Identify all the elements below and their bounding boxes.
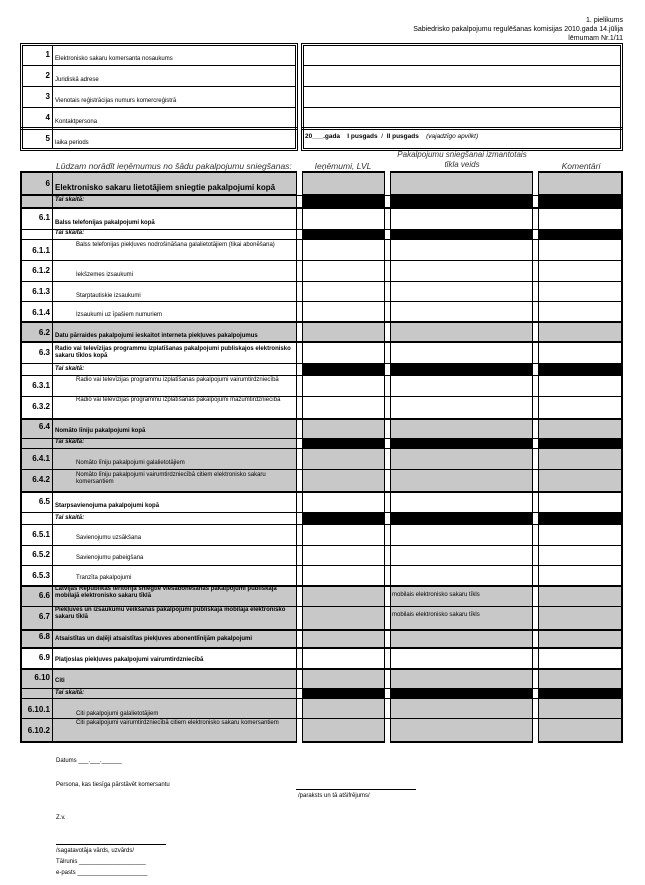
table-row-divider <box>22 718 621 719</box>
date-field[interactable]: Datums ___.___.______ <box>56 758 122 764</box>
comments-column-header: Komentāri <box>561 161 601 171</box>
commission-line: Sabiedrisko pakalpojumu regulēšanas komisijas 2010.gada 14.jūlija <box>413 26 623 33</box>
table-row-divider <box>22 565 621 566</box>
table-row-divider <box>22 341 621 343</box>
appendix-number: 1. pielikums <box>586 17 623 24</box>
table-row-divider <box>22 239 621 240</box>
network-type-6-7: mobilais elektronisko sakaru tīkls <box>392 612 480 618</box>
table-row-divider <box>22 668 621 670</box>
table-row-divider <box>22 207 621 209</box>
signature-line[interactable] <box>296 789 416 790</box>
period-half-2[interactable]: II pusgads <box>386 133 419 140</box>
table-row-divider <box>22 469 621 470</box>
period-selector[interactable]: 20___.gada I pusgads / II pusgads (vajadzīgo apvilkt) <box>305 133 479 140</box>
table-row-divider <box>22 647 621 649</box>
compiler-caption: /sagatavotāja vārds, uzvārds/ <box>56 848 135 854</box>
table-row-divider <box>22 491 621 493</box>
period-year[interactable]: 20___.gada <box>305 133 341 140</box>
document-header <box>413 16 623 43</box>
intro-heading: Lūdzam norādīt ieņēmumus no šādu pakalpojumu sniegšanas: <box>56 161 292 171</box>
network-column-header: Pakalpojumu sniegšanai izmantotais tīkla veids <box>397 150 527 169</box>
table-row-divider <box>22 375 621 376</box>
table-row-divider <box>22 629 621 631</box>
table-row-divider <box>22 363 621 364</box>
signature-caption: /paraksts un tā atšifrējums/ <box>298 793 370 799</box>
info-label-period: laika periods <box>55 140 89 146</box>
representative-label: Persona, kas tiesīga pārstāvēt komersantu <box>56 782 170 788</box>
table-row-divider <box>22 229 621 230</box>
table-row-divider <box>22 448 621 449</box>
table-row-divider <box>22 260 621 261</box>
email-field[interactable]: e-pasts _____________________ <box>56 870 148 876</box>
table-row-divider <box>22 688 621 689</box>
table-row-divider <box>22 545 621 546</box>
table-row-divider <box>22 301 621 302</box>
table-row-divider <box>22 438 621 439</box>
table-row-divider <box>22 418 621 420</box>
seal-label: Z.v. <box>56 815 66 821</box>
table-row-divider <box>22 195 621 196</box>
network-type-6-6: mobilais elektronisko sakaru tīkls <box>392 592 480 598</box>
info-label-company-name: Elektronisko sakaru komersanta nosaukums <box>55 56 173 62</box>
table-row-divider <box>22 512 621 513</box>
phone-field[interactable]: Tālrunis ____________________ <box>56 859 146 865</box>
decision-number: lēmumam Nr.1/11 <box>568 35 623 42</box>
table-row-divider <box>22 281 621 282</box>
period-half-1[interactable]: I pusgads <box>347 133 378 140</box>
table-row-divider <box>22 321 621 323</box>
info-label-reg-number: Vienotais reģistrācijas numurs komercreģistrā <box>55 98 177 104</box>
table-row-divider <box>22 524 621 525</box>
period-note: (vajadzīgo apvilkt) <box>426 133 479 140</box>
info-label-contact: Kontaktpersona <box>55 119 98 125</box>
table-row-divider <box>22 698 621 699</box>
revenue-column-header: Ieņēmumi, LVL <box>314 161 372 171</box>
compiler-line[interactable] <box>56 844 166 845</box>
info-label-address: Juridiskā adrese <box>55 77 99 83</box>
